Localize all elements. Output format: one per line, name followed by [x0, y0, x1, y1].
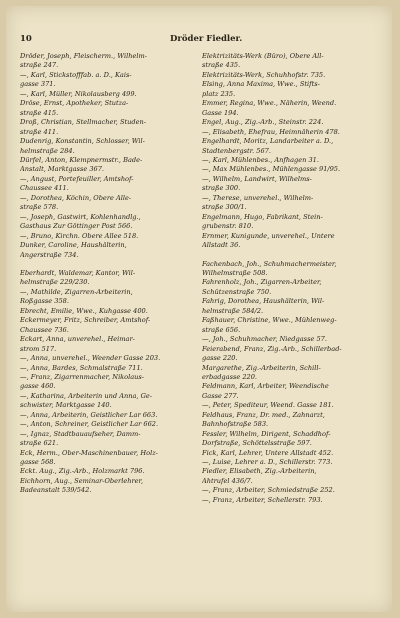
directory-line: —, Therese, unverehel., Wilhelm-: [202, 193, 314, 202]
directory-line: —, Katharina, Arbeiterin und Anna, Ge-: [20, 391, 152, 400]
directory-line: Dürfel, Anton, Klempnermstr., Bade-: [20, 155, 143, 164]
directory-line: erbadgasse 220.: [202, 372, 258, 381]
directory-line: —, Franz, Zigarrenmacher, Nikolaus-: [20, 372, 145, 381]
directory-line: Gasthaus Zur Göttinger Post 566.: [20, 222, 133, 231]
directory-line: —, Karl, Müller, Nikolausberg 499.: [20, 89, 137, 98]
directory-line: Elektrizitäts-Werk (Büro), Obere All-: [202, 52, 324, 60]
directory-line: —, Bruno, Kirchn. Obere Allee 518.: [20, 231, 139, 240]
running-title: Dröder Fiedler.: [170, 34, 243, 44]
directory-line: straße 656.: [202, 325, 241, 334]
directory-line: Droß, Christian, Stellmacher, Studen-: [20, 118, 147, 127]
directory-line: Engelhardt, Moritz, Landarbeiter a. D.,: [202, 137, 334, 146]
directory-line: —, Franz, Arbeiter, Schmiedstraße 252.: [202, 486, 335, 495]
directory-line: Fick, Karl, Lehrer, Untere Allstadt 452.: [202, 448, 334, 457]
directory-line: Dröse, Ernst, Apotheker, Stutza-: [20, 99, 129, 108]
directory-line: helmstraße 584/2.: [202, 306, 264, 315]
directory-line: Gasse 277.: [202, 391, 239, 400]
directory-line: helmstraße 229/230.: [20, 278, 90, 287]
directory-line: Elektrizitäts-Werk, Schuhhofstr. 735.: [202, 70, 326, 79]
directory-line: —, Ignaz, Stadtbauaufseher, Damm-: [20, 429, 141, 438]
book-page: [6, 6, 392, 612]
directory-line: Gasse 194.: [202, 108, 239, 117]
directory-line: Bahnhofstraße 583.: [202, 420, 269, 429]
directory-line: Eckermeyer, Fritz, Schreiber, Amtshof-: [20, 316, 151, 325]
directory-line: Engelmann, Hugo, Fabrikant, Stein-: [202, 212, 323, 221]
directory-line: —, Anna, unverehel., Weender Gasse 203.: [20, 354, 161, 363]
left-column: [20, 52, 198, 496]
directory-line: Chaussee 411.: [20, 184, 69, 193]
directory-line: straße 621.: [20, 439, 59, 448]
directory-line: grubenstr. 810.: [202, 222, 254, 231]
directory-line: gasse 460.: [20, 382, 56, 391]
directory-line: gasse 568.: [20, 458, 56, 467]
directory-line: Ahtrufel 436/7.: [202, 476, 253, 485]
directory-line: Schützenstraße 750.: [202, 287, 272, 296]
directory-line: —, Dorothea, Köchin, Obere Alle-: [20, 193, 132, 202]
directory-line: straße 300.: [202, 184, 241, 193]
directory-line: Wilhelmstraße 508.: [202, 268, 268, 277]
directory-line: Eichhorn, Aug., Seminar-Oberlehrer,: [20, 476, 144, 485]
directory-line: Anstalt, Marktgasse 367.: [20, 165, 105, 174]
directory-line: —, Peter, Spediteur, Weend. Gasse 181.: [202, 401, 334, 410]
directory-line: —, Max Mühlenbes., Mühlengasse 91/95.: [202, 165, 341, 174]
directory-line: —, Wilhelm, Landwirt, Wilhelms-: [202, 174, 312, 183]
directory-line: Margarethe, Zig.-Arbeiterin, Schill-: [202, 363, 321, 372]
section-gap: [202, 251, 380, 260]
section-gap: [20, 260, 198, 269]
directory-line: —, Anna, Bardes, Schmalstraße 711.: [20, 363, 143, 372]
right-column: [202, 52, 380, 505]
directory-line: Emmer, Regina, Wwe., Näherin, Weend.: [202, 99, 337, 108]
page-header: [20, 34, 380, 48]
directory-line: —, Elisabeth, Ehefrau, Heimnäherin 478.: [202, 127, 340, 136]
directory-line: Roßgasse 358.: [20, 297, 69, 306]
directory-line: Dunker, Caroline, Haushälterin,: [20, 241, 127, 250]
directory-line: Eckt. Aug., Zig.-Arb., Holzmarkt 796.: [20, 467, 145, 476]
directory-line: —, Luise, Lehrer a. D., Schillerstr. 773.: [202, 458, 333, 467]
directory-line: —, Anton, Schreiner, Geistlicher Lar 662.: [20, 420, 159, 429]
directory-line: straße 415.: [20, 108, 59, 117]
directory-line: Fachenbach, Joh., Schuhmachermeister,: [202, 259, 337, 268]
directory-line: —, Joh., Schuhmacher, Niedgasse 57.: [202, 335, 327, 344]
directory-line: Fessler, Wilhelm, Dirigent, Schaddhof-: [202, 429, 331, 438]
directory-line: Feierabend, Franz, Zig.-Arb., Schillerbad-: [202, 344, 342, 353]
directory-line: straße 435.: [202, 61, 241, 70]
directory-line: Faßhauer, Christine, Wwe., Mühlenweg-: [202, 316, 337, 325]
directory-line: Feldhaus, Franz, Dr. med., Zahnarzt,: [202, 410, 325, 419]
directory-line: schwister, Marktgasse 140.: [20, 401, 112, 410]
directory-line: platz 235.: [202, 89, 236, 98]
directory-line: Ebrecht, Emilie, Wwe., Kuhgasse 400.: [20, 306, 148, 315]
directory-line: —, Karl, Mühlenbes., Anfhagen 31.: [202, 155, 319, 164]
directory-line: Elsing, Anna Maxima, Wwe., Stifts-: [202, 80, 320, 89]
directory-line: Stadtenbergstr. 567.: [202, 146, 271, 155]
directory-line: straße 411.: [20, 127, 59, 136]
directory-line: Angerstraße 734.: [20, 250, 79, 259]
directory-line: gasse 220.: [202, 354, 238, 363]
directory-line: —, Angust, Portefeuiller, Amtshof-: [20, 174, 134, 183]
directory-line: Chaussee 736.: [20, 325, 69, 334]
directory-line: —, Mathilde, Zigarren-Arbeiterin,: [20, 287, 133, 296]
directory-line: Fahrenholz, Joh., Zigarren-Arbeiter,: [202, 278, 322, 287]
page-number: 10: [20, 34, 32, 44]
directory-line: straße 247.: [20, 61, 59, 70]
directory-line: Eckart, Anna, unverehel., Heimar-: [20, 335, 135, 344]
directory-line: Ernmer, Kunigunde, unverehel., Untere: [202, 231, 335, 240]
directory-line: —, Anna, Arbeiterin, Geistlicher Lar 663.: [20, 410, 158, 419]
directory-line: Dorfstraße, Schöttelsstraße 597.: [202, 439, 312, 448]
directory-line: helmstraße 284.: [20, 146, 75, 155]
directory-line: Engel, Aug., Zig.-Arb., Steinstr. 224.: [202, 118, 324, 127]
directory-line: Badeanstalt 539/542.: [20, 486, 92, 495]
directory-line: Eberhardt, Waldemar, Kantor, Wil-: [20, 268, 136, 277]
directory-line: gasse 371.: [20, 80, 56, 89]
directory-line: Fiedler, Elisabeth, Zig.-Arbeiterin,: [202, 467, 317, 476]
directory-line: Fahrig, Dorothea, Haushälterin, Wil-: [202, 297, 325, 306]
directory-line: Dudenrig, Konstantin, Schlosser, Wil-: [20, 137, 145, 146]
directory-line: Feldmann, Karl, Arbeiter, Weendische: [202, 382, 329, 391]
directory-line: straße 578.: [20, 203, 59, 212]
directory-line: Eck, Herm., Ober-Maschinenbauer, Holz-: [20, 448, 158, 457]
directory-line: Allstadt 36.: [202, 241, 241, 250]
directory-line: —, Joseph, Gastwirt, Kohlenhandlg.,: [20, 212, 141, 221]
directory-line: straße 300/1.: [202, 203, 247, 212]
directory-line: Dröder, Joseph, Fleischerm., Wilhelm-: [20, 52, 147, 60]
directory-line: —, Karl, Stickstofffab. a. D., Kais-: [20, 70, 132, 79]
directory-line: —, Franz, Arbeiter, Schellerstr. 793.: [202, 495, 323, 504]
directory-line: strom 517.: [20, 344, 57, 353]
